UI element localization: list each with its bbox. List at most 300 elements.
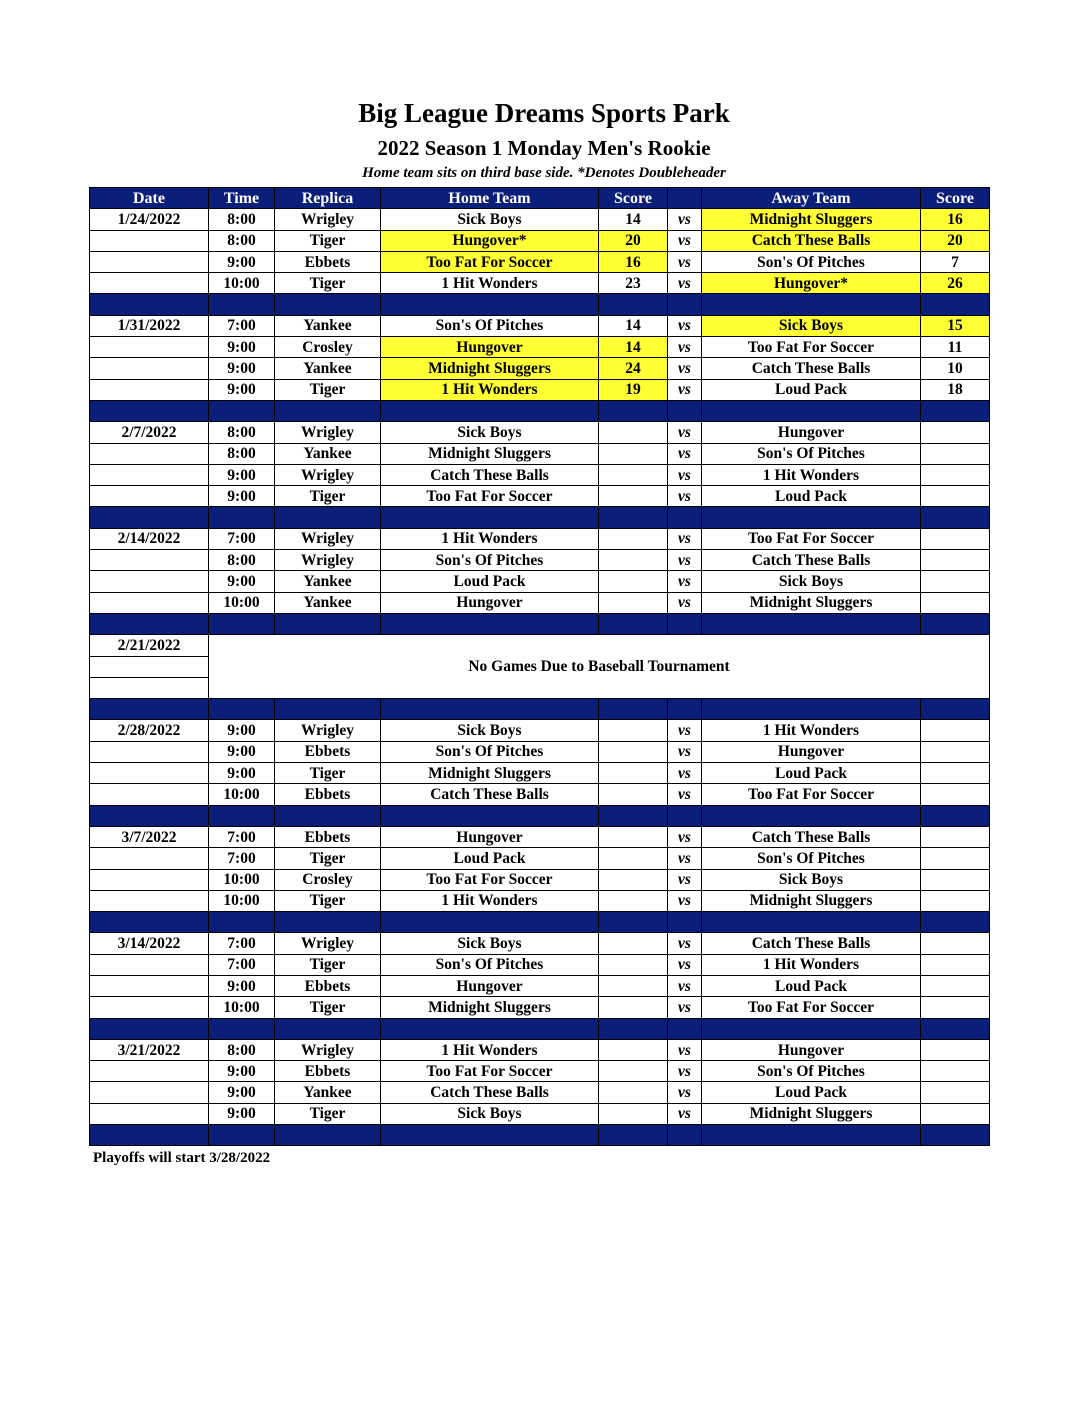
away-score-cell [921,784,990,805]
separator-cell [702,1125,921,1146]
col-header-away-team: Away Team [702,188,921,209]
separator-cell [702,912,921,933]
home-score-cell [599,571,668,592]
time-cell: 8:00 [209,422,275,443]
replica-cell: Yankee [275,1082,381,1103]
away-score-cell [921,486,990,507]
vs-cell: vs [668,592,702,613]
time-cell: 9:00 [209,486,275,507]
date-cell: 2/7/2022 [90,422,209,443]
home-score-cell [599,1039,668,1060]
away-score-cell [921,464,990,485]
home-score-cell [599,528,668,549]
home-score-cell: 14 [599,315,668,336]
away-score-cell: 11 [921,337,990,358]
week-separator [90,294,990,315]
replica-cell: Yankee [275,571,381,592]
separator-cell [921,613,990,634]
vs-cell: vs [668,571,702,592]
away-score-cell [921,869,990,890]
date-cell [90,273,209,294]
table-row [90,784,990,805]
away-team-cell: Loud Pack [702,763,921,784]
week-separator [90,805,990,826]
time-cell: 9:00 [209,763,275,784]
vs-cell: vs [668,251,702,272]
time-cell: 8:00 [209,443,275,464]
separator-cell [668,294,702,315]
time-cell: 10:00 [209,890,275,911]
week-separator [90,699,990,720]
week-separator [90,400,990,421]
away-score-cell [921,592,990,613]
home-team-cell: Catch These Balls [381,1082,599,1103]
away-team-cell: Too Fat For Soccer [702,997,921,1018]
home-score-cell: 24 [599,358,668,379]
replica-cell: Ebbets [275,741,381,762]
away-team-cell: Midnight Sluggers [702,890,921,911]
table-row [90,741,990,762]
date-cell [90,1061,209,1082]
away-team-cell: Loud Pack [702,379,921,400]
home-team-cell: Too Fat For Soccer [381,1061,599,1082]
table-row [90,954,990,975]
home-score-cell [599,422,668,443]
away-team-cell: 1 Hit Wonders [702,464,921,485]
home-team-cell: Catch These Balls [381,464,599,485]
away-score-cell [921,443,990,464]
vs-cell: vs [668,422,702,443]
home-team-cell: Too Fat For Soccer [381,486,599,507]
time-cell: 9:00 [209,720,275,741]
replica-cell: Yankee [275,358,381,379]
home-score-cell [599,784,668,805]
time-cell: 10:00 [209,784,275,805]
away-team-cell: Midnight Sluggers [702,592,921,613]
time-cell: 8:00 [209,230,275,251]
home-score-cell: 14 [599,337,668,358]
home-score-cell [599,1103,668,1124]
replica-cell: Ebbets [275,975,381,996]
replica-cell: Wrigley [275,464,381,485]
separator-cell [921,805,990,826]
replica-cell: Tiger [275,230,381,251]
week-separator [90,1125,990,1146]
date-cell [90,741,209,762]
separator-cell [90,400,209,421]
home-team-cell: Son's Of Pitches [381,550,599,571]
col-header-away-score: Score [921,188,990,209]
table-row [90,869,990,890]
date-cell [90,975,209,996]
replica-cell: Tiger [275,763,381,784]
time-cell: 7:00 [209,315,275,336]
time-cell: 9:00 [209,337,275,358]
table-row [90,826,990,847]
separator-cell [599,613,668,634]
vs-cell: vs [668,1039,702,1060]
week-separator [90,507,990,528]
separator-cell [381,294,599,315]
home-team-cell: Midnight Sluggers [381,997,599,1018]
replica-cell: Tiger [275,954,381,975]
separator-cell [381,699,599,720]
vs-cell: vs [668,315,702,336]
page-subtitle: 2022 Season 1 Monday Men's Rookie [377,136,711,160]
date-cell [90,1082,209,1103]
time-cell: 7:00 [209,528,275,549]
home-score-cell [599,890,668,911]
table-row [90,1039,990,1060]
table-row [90,528,990,549]
date-cell [90,550,209,571]
away-team-cell: Loud Pack [702,975,921,996]
table-row [90,975,990,996]
home-score-cell [599,592,668,613]
separator-cell [381,805,599,826]
date-cell [90,763,209,784]
replica-cell: Wrigley [275,1039,381,1060]
table-row [90,571,990,592]
separator-cell [275,294,381,315]
away-team-cell: Sick Boys [702,571,921,592]
separator-cell [599,507,668,528]
vs-cell: vs [668,997,702,1018]
vs-cell: vs [668,1082,702,1103]
vs-cell: vs [668,209,702,230]
home-team-cell: Sick Boys [381,933,599,954]
separator-cell [275,699,381,720]
date-cell [90,571,209,592]
vs-cell: vs [668,784,702,805]
replica-cell: Crosley [275,337,381,358]
time-cell: 10:00 [209,997,275,1018]
away-team-cell: 1 Hit Wonders [702,720,921,741]
table-row [90,315,990,336]
table-row [90,358,990,379]
replica-cell: Tiger [275,848,381,869]
away-team-cell: Loud Pack [702,486,921,507]
vs-cell: vs [668,975,702,996]
date-cell [90,656,209,677]
away-score-cell [921,975,990,996]
away-score-cell [921,933,990,954]
time-cell: 9:00 [209,571,275,592]
away-score-cell [921,997,990,1018]
time-cell: 7:00 [209,933,275,954]
replica-cell: Tiger [275,273,381,294]
away-team-cell: Catch These Balls [702,826,921,847]
away-score-cell: 15 [921,315,990,336]
away-score-cell: 20 [921,230,990,251]
table-row [90,890,990,911]
date-cell [90,358,209,379]
away-team-cell: Hungover* [702,273,921,294]
date-cell [90,486,209,507]
home-team-cell: Too Fat For Soccer [381,251,599,272]
separator-cell [668,507,702,528]
separator-cell [209,294,275,315]
date-cell: 2/14/2022 [90,528,209,549]
date-cell [90,443,209,464]
table-row [90,273,990,294]
week-separator [90,1018,990,1039]
week-separator [90,613,990,634]
home-score-cell [599,464,668,485]
separator-cell [381,400,599,421]
separator-cell [209,912,275,933]
vs-cell: vs [668,464,702,485]
vs-cell: vs [668,1061,702,1082]
date-cell [90,954,209,975]
home-team-cell: Hungover* [381,230,599,251]
schedule-table [89,187,990,1146]
home-score-cell [599,997,668,1018]
page-title: Big League Dreams Sports Park [358,98,730,128]
home-team-cell: Midnight Sluggers [381,763,599,784]
table-row [90,933,990,954]
away-score-cell [921,741,990,762]
vs-cell: vs [668,848,702,869]
away-score-cell [921,550,990,571]
time-cell: 8:00 [209,209,275,230]
separator-cell [668,805,702,826]
separator-cell [668,912,702,933]
separator-cell [702,613,921,634]
separator-cell [668,613,702,634]
away-team-cell: Catch These Balls [702,230,921,251]
date-cell [90,890,209,911]
time-cell: 10:00 [209,273,275,294]
footer-note: Playoffs will start 3/28/2022 [93,1150,271,1166]
away-score-cell [921,1061,990,1082]
col-header-time: Time [209,188,275,209]
table-row [90,1082,990,1103]
home-score-cell [599,869,668,890]
separator-cell [668,1125,702,1146]
away-score-cell [921,720,990,741]
date-cell: 3/14/2022 [90,933,209,954]
away-score-cell [921,571,990,592]
separator-cell [381,613,599,634]
away-team-cell: Hungover [702,741,921,762]
separator-cell [599,805,668,826]
time-cell: 9:00 [209,251,275,272]
home-score-cell [599,550,668,571]
page-note: Home team sits on third base side. *Denotes Doubleheader [362,165,726,181]
time-cell: 7:00 [209,848,275,869]
vs-cell: vs [668,763,702,784]
table-row [90,763,990,784]
separator-cell [599,699,668,720]
time-cell: 9:00 [209,1103,275,1124]
vs-cell: vs [668,869,702,890]
separator-cell [599,400,668,421]
separator-cell [702,507,921,528]
replica-cell: Ebbets [275,784,381,805]
away-score-cell [921,1039,990,1060]
vs-cell: vs [668,379,702,400]
time-cell: 9:00 [209,358,275,379]
table-row [90,422,990,443]
away-score-cell [921,954,990,975]
vs-cell: vs [668,826,702,847]
away-score-cell [921,890,990,911]
separator-cell [275,507,381,528]
date-cell: 2/28/2022 [90,720,209,741]
date-cell [90,997,209,1018]
home-team-cell: Loud Pack [381,848,599,869]
away-team-cell: Loud Pack [702,1082,921,1103]
separator-cell [275,1018,381,1039]
away-team-cell: Sick Boys [702,869,921,890]
date-cell [90,251,209,272]
time-cell: 9:00 [209,1082,275,1103]
separator-cell [90,507,209,528]
separator-cell [90,912,209,933]
home-team-cell: Catch These Balls [381,784,599,805]
away-team-cell: Hungover [702,422,921,443]
table-row [90,592,990,613]
away-team-cell: Too Fat For Soccer [702,337,921,358]
away-score-cell [921,528,990,549]
date-cell [90,464,209,485]
date-cell: 2/21/2022 [90,635,209,656]
table-row [90,464,990,485]
away-team-cell: Catch These Balls [702,550,921,571]
home-team-cell: 1 Hit Wonders [381,379,599,400]
separator-cell [702,400,921,421]
replica-cell: Tiger [275,1103,381,1124]
home-score-cell [599,848,668,869]
time-cell: 7:00 [209,954,275,975]
vs-cell: vs [668,528,702,549]
away-team-cell: Too Fat For Soccer [702,528,921,549]
home-score-cell [599,741,668,762]
separator-cell [921,294,990,315]
home-team-cell: Sick Boys [381,720,599,741]
home-score-cell [599,763,668,784]
home-score-cell [599,1061,668,1082]
away-team-cell: Son's Of Pitches [702,1061,921,1082]
replica-cell: Wrigley [275,209,381,230]
table-row [90,635,990,656]
vs-cell: vs [668,486,702,507]
separator-cell [921,400,990,421]
separator-cell [381,1018,599,1039]
vs-cell: vs [668,933,702,954]
away-team-cell: Midnight Sluggers [702,1103,921,1124]
time-cell: 9:00 [209,1061,275,1082]
col-header-home-team: Home Team [381,188,599,209]
separator-cell [275,1125,381,1146]
separator-cell [599,294,668,315]
separator-cell [275,400,381,421]
time-cell: 9:00 [209,379,275,400]
home-team-cell: Hungover [381,826,599,847]
home-team-cell: 1 Hit Wonders [381,273,599,294]
separator-cell [90,1018,209,1039]
away-team-cell: Midnight Sluggers [702,209,921,230]
home-team-cell: Hungover [381,592,599,613]
separator-cell [702,805,921,826]
replica-cell: Ebbets [275,1061,381,1082]
table-row [90,337,990,358]
col-header-replica: Replica [275,188,381,209]
table-row [90,379,990,400]
time-cell: 10:00 [209,592,275,613]
home-score-cell [599,954,668,975]
table-row [90,848,990,869]
separator-cell [921,1125,990,1146]
away-score-cell [921,422,990,443]
table-header-row [90,188,990,209]
vs-cell: vs [668,1103,702,1124]
replica-cell: Wrigley [275,550,381,571]
date-cell [90,677,209,698]
vs-cell: vs [668,337,702,358]
no-games-message: No Games Due to Baseball Tournament [209,635,990,699]
home-team-cell: Loud Pack [381,571,599,592]
separator-cell [209,613,275,634]
separator-cell [209,1125,275,1146]
away-team-cell: Sick Boys [702,315,921,336]
time-cell: 10:00 [209,869,275,890]
vs-cell: vs [668,550,702,571]
table-row [90,720,990,741]
time-cell: 9:00 [209,975,275,996]
vs-cell: vs [668,720,702,741]
home-team-cell: Midnight Sluggers [381,443,599,464]
separator-cell [90,1125,209,1146]
replica-cell: Yankee [275,443,381,464]
home-team-cell: Too Fat For Soccer [381,869,599,890]
vs-cell: vs [668,358,702,379]
separator-cell [668,400,702,421]
replica-cell: Ebbets [275,826,381,847]
home-score-cell: 19 [599,379,668,400]
time-cell: 9:00 [209,464,275,485]
table-row [90,1061,990,1082]
away-team-cell: Catch These Balls [702,933,921,954]
home-score-cell [599,826,668,847]
separator-cell [209,805,275,826]
vs-cell: vs [668,230,702,251]
away-score-cell: 26 [921,273,990,294]
date-cell [90,869,209,890]
vs-cell: vs [668,954,702,975]
separator-cell [209,699,275,720]
away-team-cell: Son's Of Pitches [702,848,921,869]
replica-cell: Yankee [275,592,381,613]
date-cell [90,592,209,613]
replica-cell: Yankee [275,315,381,336]
vs-cell: vs [668,741,702,762]
col-header-vs [668,188,702,209]
week-separator [90,912,990,933]
date-cell [90,379,209,400]
table-row [90,443,990,464]
separator-cell [599,1125,668,1146]
home-team-cell: 1 Hit Wonders [381,1039,599,1060]
replica-cell: Ebbets [275,251,381,272]
home-score-cell: 14 [599,209,668,230]
away-score-cell [921,1082,990,1103]
home-team-cell: Hungover [381,975,599,996]
table-row [90,550,990,571]
home-team-cell: Son's Of Pitches [381,954,599,975]
away-score-cell [921,763,990,784]
